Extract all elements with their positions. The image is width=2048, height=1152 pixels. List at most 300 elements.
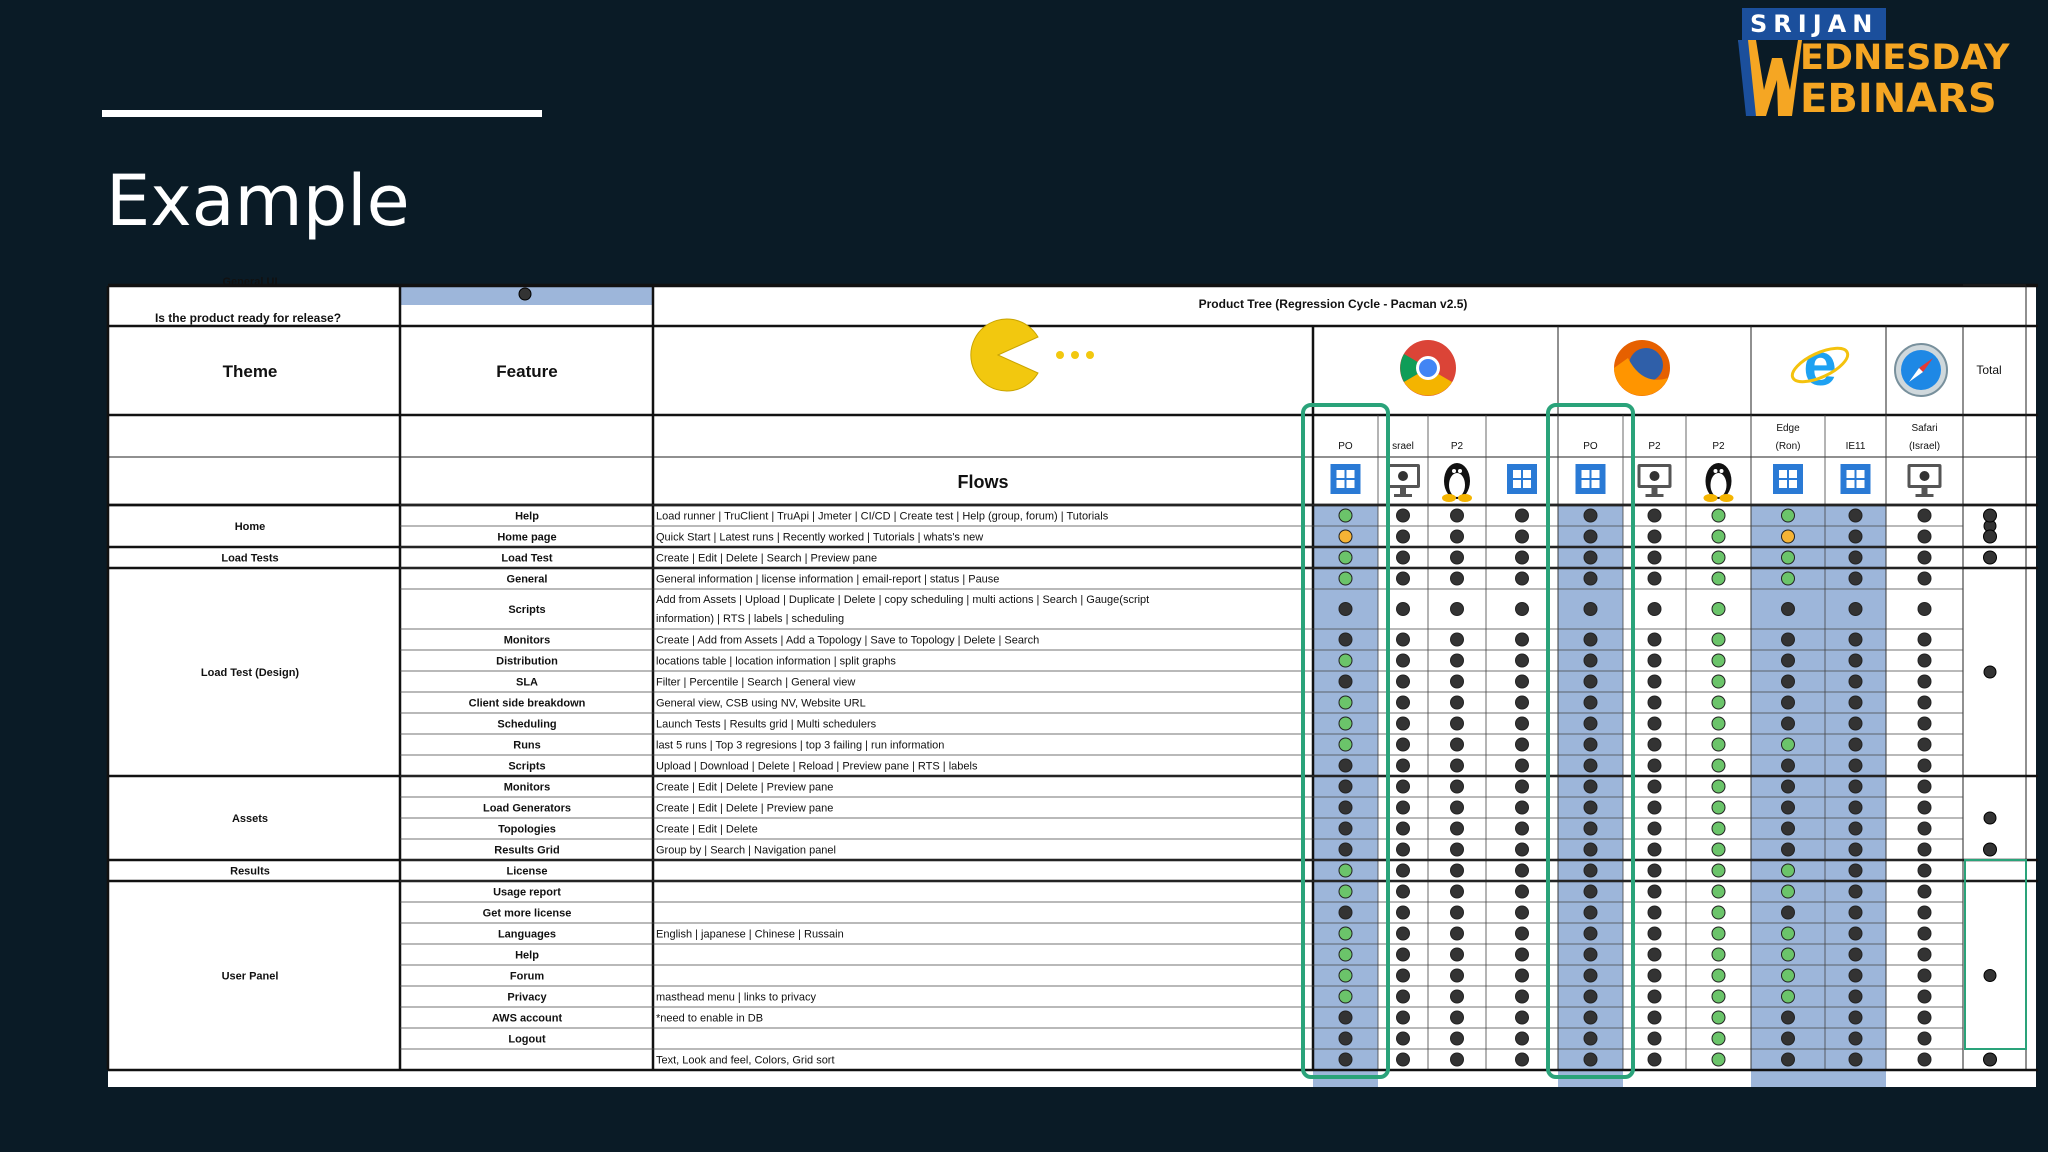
status-dot — [1849, 738, 1862, 751]
status-dot — [1339, 509, 1352, 522]
status-dot — [1918, 927, 1931, 940]
logo-line-wednesday: EDNESDAY — [1800, 38, 2010, 78]
status-dot — [1451, 572, 1464, 585]
status-dot — [1849, 530, 1862, 543]
status-dot — [1712, 654, 1725, 667]
status-dot — [1712, 885, 1725, 898]
status-dot — [1918, 1053, 1931, 1066]
feature-cell: General — [506, 573, 548, 586]
status-dot — [1397, 990, 1410, 1003]
status-dot — [1782, 572, 1795, 585]
windows-icon — [1507, 464, 1537, 494]
status-dot — [1782, 885, 1795, 898]
status-dot — [1918, 603, 1931, 616]
status-dot — [1397, 948, 1410, 961]
status-dot — [1782, 948, 1795, 961]
status-dot — [1451, 696, 1464, 709]
status-dot — [1516, 675, 1529, 688]
status-dot — [1712, 675, 1725, 688]
title-rule — [102, 110, 542, 117]
status-dot — [1451, 927, 1464, 940]
status-dot — [1918, 572, 1931, 585]
status-dot — [1648, 990, 1661, 1003]
status-dot — [1782, 551, 1795, 564]
flows-cell: Quick Start | Latest runs | Recently worked | Tutorials | whats's new — [656, 531, 984, 544]
status-dot — [1339, 1011, 1352, 1024]
theme-cell: Load Test (Design) — [200, 667, 300, 679]
status-dot — [1849, 1011, 1862, 1024]
status-dot — [1849, 906, 1862, 919]
status-dot — [1918, 780, 1931, 793]
windows-icon — [1773, 464, 1803, 494]
status-dot — [1918, 654, 1931, 667]
status-dot — [1584, 885, 1597, 898]
status-dot — [1339, 738, 1352, 751]
total-status-dot — [1984, 530, 1997, 543]
feature-cell: Scripts — [508, 604, 546, 616]
pacman-icon — [971, 319, 1094, 391]
slide-title: Example — [106, 160, 410, 242]
status-dot — [1451, 759, 1464, 772]
status-dot — [1782, 822, 1795, 835]
status-dot — [1648, 717, 1661, 730]
feature-cell: AWS account — [491, 1012, 563, 1025]
status-dot — [1516, 551, 1529, 564]
total-status-dot — [1984, 970, 1996, 982]
column-label: Edge — [1776, 423, 1800, 434]
status-dot — [1648, 1011, 1661, 1024]
status-dot — [1782, 780, 1795, 793]
status-dot — [1584, 906, 1597, 919]
status-dot — [1782, 759, 1795, 772]
feature-cell: SLA — [516, 676, 538, 689]
feature-cell: Runs — [513, 739, 541, 752]
status-dot — [1516, 654, 1529, 667]
flows-cell: Create | Edit | Delete — [656, 823, 758, 836]
flows-cell: Launch Tests | Results grid | Multi schedulers — [656, 718, 877, 731]
status-dot — [1451, 969, 1464, 982]
status-dot — [1584, 654, 1597, 667]
status-dot — [1712, 969, 1725, 982]
feature-cell: Privacy — [507, 991, 547, 1004]
status-dot — [1584, 843, 1597, 856]
status-dot — [1712, 906, 1725, 919]
status-dot — [1451, 738, 1464, 751]
status-dot — [1782, 654, 1795, 667]
theme-cell: Assets — [231, 813, 269, 825]
flows-cell: Group by | Search | Navigation panel — [656, 844, 836, 857]
status-dot — [1918, 759, 1931, 772]
status-dot — [1516, 530, 1529, 543]
status-dot — [1516, 717, 1529, 730]
column-label: P2 — [1450, 441, 1464, 452]
status-dot — [1849, 864, 1862, 877]
status-dot — [1451, 509, 1464, 522]
sheet-grid — [108, 276, 2036, 1087]
status-dot — [1451, 1053, 1464, 1066]
feature-cell: Monitors — [503, 781, 551, 794]
status-dot — [1648, 603, 1661, 616]
flows-cell: General view, CSB using NV, Website URL — [656, 697, 866, 710]
status-dot — [1451, 530, 1464, 543]
status-dot — [1339, 675, 1352, 688]
status-dot — [1648, 969, 1661, 982]
logo-line-webinars: EBINARS — [1800, 76, 1997, 122]
status-dot — [1648, 927, 1661, 940]
status-dot — [1648, 675, 1661, 688]
status-dot — [1397, 843, 1410, 856]
flows-cell: English | japanese | Chinese | Russain — [656, 928, 844, 941]
status-dot — [1339, 1032, 1352, 1045]
status-dot — [1584, 780, 1597, 793]
feature-cell: Languages — [497, 928, 557, 941]
total-header: Total — [1976, 363, 2002, 377]
windows-icon — [1841, 464, 1871, 494]
column-label: P2 — [1712, 441, 1725, 452]
status-dot — [1712, 990, 1725, 1003]
windows-icon — [1331, 464, 1361, 494]
status-dot — [1712, 603, 1725, 616]
column-label: IE11 — [1845, 441, 1866, 452]
status-dot — [1584, 759, 1597, 772]
status-dot — [1648, 696, 1661, 709]
logo-w-mark — [1738, 40, 1802, 116]
status-dot — [1451, 551, 1464, 564]
status-dot — [1451, 675, 1464, 688]
status-dot — [1918, 633, 1931, 646]
status-dot — [1712, 572, 1725, 585]
feature-cell: License — [506, 865, 548, 878]
feature-cell: Distribution — [496, 655, 558, 668]
status-dot — [1451, 1011, 1464, 1024]
status-dot — [1339, 990, 1352, 1003]
status-dot — [1584, 801, 1597, 814]
feature-cell: Help — [515, 510, 539, 523]
flows-cell-cont: information) | RTS | labels | scheduling — [656, 613, 845, 625]
status-dot — [1918, 509, 1931, 522]
status-dot — [1648, 885, 1661, 898]
status-dot — [1782, 738, 1795, 751]
feature-header: Feature — [496, 362, 558, 381]
status-dot — [1516, 927, 1529, 940]
feature-cell: Scheduling — [497, 718, 557, 731]
status-dot — [1516, 603, 1529, 616]
status-dot — [1397, 885, 1410, 898]
status-dot — [1648, 551, 1661, 564]
total-status-dot — [1984, 843, 1997, 856]
status-dot — [1584, 927, 1597, 940]
status-dot — [1782, 717, 1795, 730]
flows-cell: masthead menu | links to privacy — [656, 991, 816, 1004]
status-dot — [1918, 906, 1931, 919]
status-dot — [1712, 738, 1725, 751]
status-dot — [1584, 633, 1597, 646]
status-dot — [1849, 696, 1862, 709]
status-dot — [1516, 1032, 1529, 1045]
status-dot — [1782, 509, 1795, 522]
status-dot — [1339, 572, 1352, 585]
status-dot — [1397, 530, 1410, 543]
total-status-dot — [1984, 509, 1997, 522]
feature-cell: Usage report — [493, 886, 561, 899]
status-dot — [1849, 843, 1862, 856]
flows-cell: Create | Edit | Delete | Preview pane — [656, 781, 834, 794]
flows-cell: Upload | Download | Delete | Reload | Preview pane | RTS | labels — [656, 760, 978, 773]
status-dot — [1648, 738, 1661, 751]
status-dot — [1397, 759, 1410, 772]
status-dot — [1584, 1032, 1597, 1045]
status-dot — [1849, 717, 1862, 730]
status-dot — [1584, 572, 1597, 585]
status-dot — [1648, 948, 1661, 961]
linux-icon — [1704, 463, 1734, 502]
status-dot — [1782, 1011, 1795, 1024]
status-dot — [1782, 675, 1795, 688]
status-dot — [1339, 864, 1352, 877]
feature-cell: Get more license — [482, 907, 572, 920]
column-label: PO — [1583, 441, 1598, 452]
status-dot — [1712, 1053, 1725, 1066]
status-dot — [1339, 717, 1352, 730]
status-dot — [1712, 948, 1725, 961]
theme-cell: General UI — [222, 276, 278, 288]
flows-cell: Create | Edit | Delete | Preview pane — [656, 802, 834, 815]
status-dot — [1339, 603, 1352, 616]
status-dot — [1849, 780, 1862, 793]
status-dot — [1782, 906, 1795, 919]
status-dot — [1918, 551, 1931, 564]
status-dot — [1648, 509, 1661, 522]
status-dot — [1712, 696, 1725, 709]
status-dot — [1584, 1053, 1597, 1066]
status-dot — [1782, 1053, 1795, 1066]
status-dot — [1451, 843, 1464, 856]
status-dot — [1516, 509, 1529, 522]
feature-cell: Logout — [508, 1033, 546, 1046]
status-dot — [1516, 780, 1529, 793]
feature-cell: Scripts — [508, 760, 546, 773]
status-dot — [1918, 530, 1931, 543]
status-dot — [1339, 843, 1352, 856]
status-dot — [1849, 603, 1862, 616]
status-dot — [1397, 906, 1410, 919]
status-dot — [1849, 990, 1862, 1003]
status-dot — [1516, 633, 1529, 646]
mac-icon — [1908, 464, 1942, 497]
status-dot — [1339, 801, 1352, 814]
status-dot — [1397, 675, 1410, 688]
status-dot — [1648, 1053, 1661, 1066]
status-dot — [1584, 717, 1597, 730]
status-dot — [1918, 969, 1931, 982]
status-dot — [1516, 1053, 1529, 1066]
flows-cell: *need to enable in DB — [656, 1012, 764, 1025]
status-dot — [1918, 948, 1931, 961]
status-dot — [1451, 864, 1464, 877]
flows-cell: Text, Look and feel, Colors, Grid sort — [656, 1054, 835, 1067]
status-dot — [1918, 717, 1931, 730]
status-dot — [1648, 633, 1661, 646]
status-dot — [1849, 969, 1862, 982]
status-dot — [1712, 843, 1725, 856]
feature-cell: Help — [515, 949, 539, 962]
status-dot — [1584, 969, 1597, 982]
status-dot — [1339, 530, 1352, 543]
status-dot — [1584, 864, 1597, 877]
status-dot — [1451, 906, 1464, 919]
status-dot — [1516, 822, 1529, 835]
status-dot — [1516, 1011, 1529, 1024]
status-dot — [1516, 572, 1529, 585]
status-dot — [1712, 822, 1725, 835]
windows-icon — [1576, 464, 1606, 494]
firefox-icon — [1614, 340, 1670, 396]
status-dot — [1516, 948, 1529, 961]
flows-cell: Load runner | TruClient | TruApi | Jmeter | CI/CD | Create test | Help (group, forum) | Tutorials — [656, 510, 1109, 523]
column-label: srael — [1392, 441, 1414, 452]
status-dot — [1397, 551, 1410, 564]
status-dot — [1451, 1032, 1464, 1045]
status-dot — [1397, 572, 1410, 585]
status-dot — [1516, 906, 1529, 919]
status-dot — [1584, 603, 1597, 616]
status-dot — [1849, 572, 1862, 585]
theme-cell: Load Tests — [221, 552, 279, 565]
status-dot — [1782, 1032, 1795, 1045]
total-status-dot — [1984, 551, 1997, 564]
status-dot — [1516, 864, 1529, 877]
status-dot — [1918, 822, 1931, 835]
status-dot — [1516, 969, 1529, 982]
flows-cell: locations table | location information | split graphs — [656, 655, 896, 668]
theme-cell: User Panel — [221, 970, 279, 983]
product-tree-title: Product Tree (Regression Cycle - Pacman v2.5) — [1198, 297, 1468, 311]
status-dot — [1584, 738, 1597, 751]
status-dot — [1712, 759, 1725, 772]
status-dot — [1516, 696, 1529, 709]
status-dot — [1451, 717, 1464, 730]
status-dot — [1648, 801, 1661, 814]
status-dot — [1712, 551, 1725, 564]
status-dot — [1849, 551, 1862, 564]
status-dot — [1397, 801, 1410, 814]
status-dot — [1397, 1011, 1410, 1024]
product-tree-sheet — [108, 276, 2036, 1087]
status-dot — [1451, 633, 1464, 646]
status-dot — [1918, 1032, 1931, 1045]
status-dot — [1849, 509, 1862, 522]
flows-cell: Create | Add from Assets | Add a Topology | Save to Topology | Delete | Search — [656, 634, 1040, 647]
feature-cell: Forum — [509, 970, 545, 983]
status-dot — [1782, 530, 1795, 543]
release-question-label: Is the product ready for release? — [154, 311, 342, 325]
theme-cell: Results — [230, 865, 270, 878]
status-dot — [1339, 948, 1352, 961]
total-status-dot — [1984, 1053, 1997, 1066]
flows-cell: Add from Assets | Upload | Duplicate | Delete | copy scheduling | multi actions | Search | Gauge(script — [656, 594, 1150, 606]
status-dot — [1782, 927, 1795, 940]
status-dot — [1648, 843, 1661, 856]
status-dot — [1451, 822, 1464, 835]
status-dot — [1584, 530, 1597, 543]
status-dot — [1451, 885, 1464, 898]
status-dot — [1712, 780, 1725, 793]
release-status-dot — [519, 288, 531, 300]
total-selection-frame — [1965, 860, 2026, 1049]
status-dot — [1339, 1053, 1352, 1066]
status-dot — [1397, 1032, 1410, 1045]
status-dot — [1849, 675, 1862, 688]
logo-brand: SRIJAN — [1742, 8, 1886, 40]
status-dot — [1782, 864, 1795, 877]
status-dot — [1849, 927, 1862, 940]
status-dot — [1648, 780, 1661, 793]
status-dot — [1648, 572, 1661, 585]
status-dot — [1339, 780, 1352, 793]
status-dot — [1339, 927, 1352, 940]
feature-cell: Monitors — [503, 634, 551, 647]
status-dot — [1782, 633, 1795, 646]
column-label-sub: (Ron) — [1775, 441, 1801, 452]
status-dot — [1516, 759, 1529, 772]
status-dot — [1712, 801, 1725, 814]
status-dot — [1397, 822, 1410, 835]
status-dot — [1712, 927, 1725, 940]
status-dot — [1339, 759, 1352, 772]
status-dot — [1849, 633, 1862, 646]
total-status-dot — [1984, 666, 1996, 678]
status-dot — [1451, 603, 1464, 616]
status-dot — [1849, 948, 1862, 961]
flows-cell: Create | Edit | Delete | Search | Preview pane — [656, 552, 878, 565]
status-dot — [1648, 1032, 1661, 1045]
feature-cell: Load Test — [501, 552, 553, 565]
status-dot — [1918, 801, 1931, 814]
column-label: P2 — [1648, 441, 1661, 452]
status-dot — [1339, 969, 1352, 982]
status-dot — [1849, 801, 1862, 814]
status-dot — [1397, 864, 1410, 877]
status-dot — [1397, 738, 1410, 751]
status-dot — [1451, 654, 1464, 667]
flows-cell: General information | license information | email-report | status | Pause — [656, 573, 1000, 586]
column-label-sub: (Israel) — [1908, 441, 1941, 452]
status-dot — [1712, 717, 1725, 730]
status-dot — [1516, 990, 1529, 1003]
status-dot — [1849, 759, 1862, 772]
flows-header: Flows — [957, 472, 1009, 492]
status-dot — [1584, 551, 1597, 564]
linux-icon — [1442, 463, 1472, 502]
status-dot — [1516, 885, 1529, 898]
ie-icon — [1788, 331, 1853, 398]
theme-cell: Home — [234, 521, 266, 533]
feature-cell: Home page — [497, 531, 557, 544]
status-dot — [1849, 1053, 1862, 1066]
status-dot — [1397, 633, 1410, 646]
status-dot — [1397, 654, 1410, 667]
mac-icon — [1638, 464, 1672, 497]
status-dot — [1849, 885, 1862, 898]
mac-icon — [1386, 464, 1420, 497]
status-dot — [1918, 885, 1931, 898]
status-dot — [1516, 738, 1529, 751]
total-status-dot — [1984, 812, 1996, 824]
status-dot — [1397, 1053, 1410, 1066]
status-dot — [1584, 696, 1597, 709]
feature-cell: Load Generators — [482, 802, 572, 815]
status-dot — [1648, 864, 1661, 877]
